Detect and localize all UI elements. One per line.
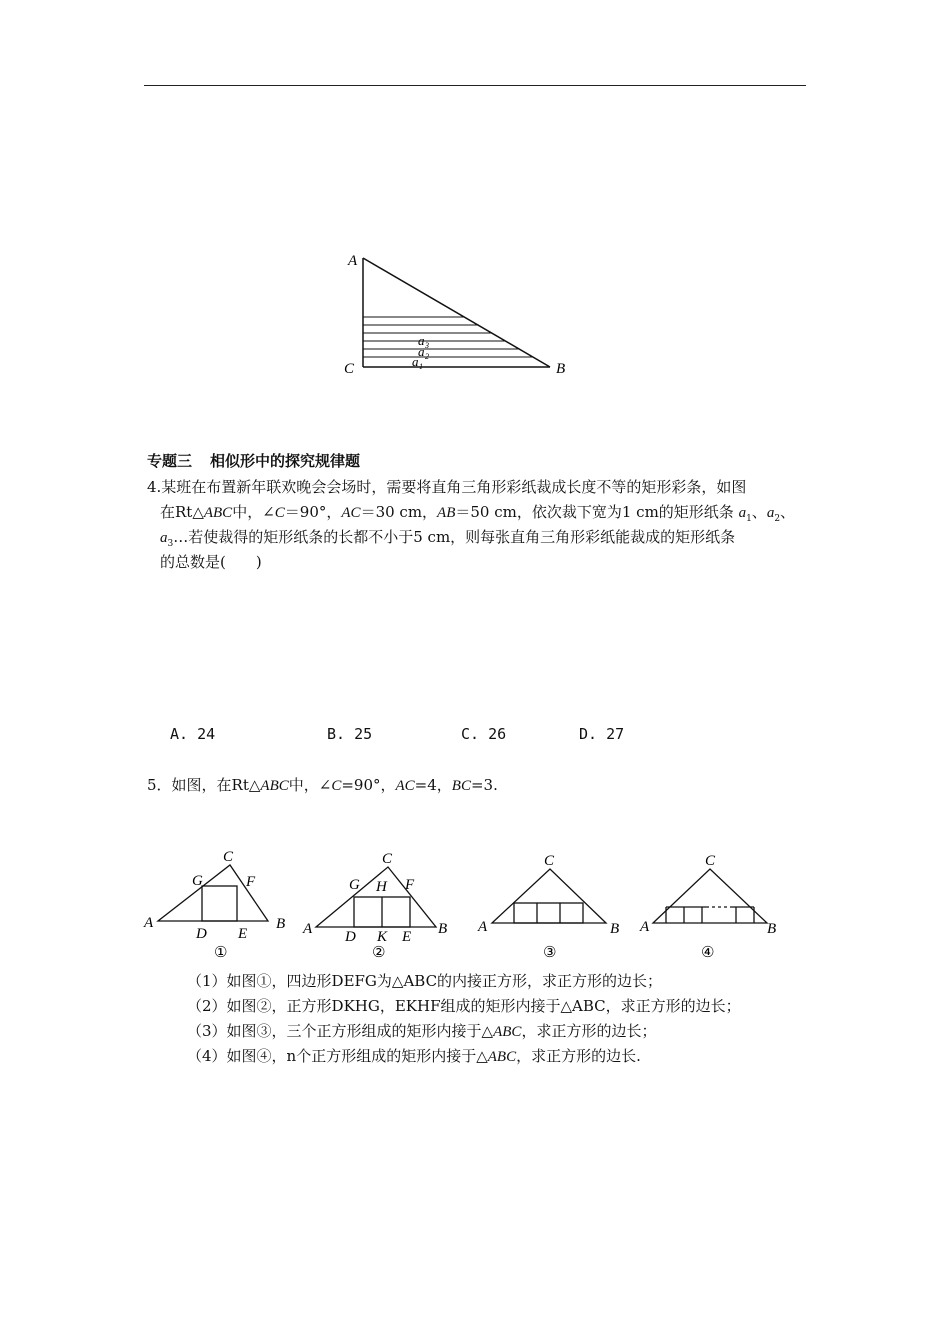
f4-A: A [640,919,650,935]
label-a1: a [412,354,419,369]
q4-line-2 [147,500,827,525]
sub-question-3 [187,1020,656,1041]
q5-text: =4， [414,776,452,794]
q5-text: 中，∠ [288,776,332,794]
f3-A: A [478,919,488,935]
f3-C: C [544,853,555,869]
q4-text: …若使裁得的矩形纸条的长都不小于5 cm，则每张直角三角形彩纸能裁成的矩形纸条 [173,528,736,546]
q5-text: 5．如图，在Rt△ [147,776,261,794]
f2-H: H [376,879,387,895]
option-b[interactable]: B. 25 [327,725,373,743]
q4-var: ABC [203,505,233,521]
f2-A: A [303,921,313,937]
f1-D: D [196,926,207,942]
q4-var: a [738,505,747,521]
sub-question-2: （2）如图②，正方形DKHG，EKHF组成的矩形内接于△ABC，求正方形的边长； [187,997,741,1015]
f1-number: ① [214,943,228,961]
q5-var: BC [451,778,471,794]
option-a[interactable]: A. 24 [170,725,216,743]
label-a3: a [418,333,425,348]
f4-B: B [767,921,777,937]
label-C: C [344,361,355,377]
q5-var: ABC [260,778,289,794]
sub4-var: ABC [487,1049,517,1065]
q4-text: 在Rt△ [160,503,204,521]
q4-sub: 3 [167,539,174,549]
q5-var: AC [395,778,415,794]
sub4-text: ，求正方形的边长. [516,1047,641,1065]
header-rule [144,85,806,86]
f2-F: F [405,877,415,893]
f2-B: B [438,921,448,937]
sub-question-4 [187,1045,641,1066]
label-a3-sub: 3 [425,341,429,350]
label-a2: a [418,344,425,359]
q4-line-1: 4.某班在布置新年联欢晚会会场时，需要将直角三角形彩纸裁成长度不等的矩形彩条，如图 [147,478,747,496]
q5-var: C [331,778,342,794]
question-5 [147,774,498,795]
sub3-var: ABC [493,1024,522,1040]
label-A: A [348,253,358,269]
figure-strips-triangle [330,245,590,385]
option-d[interactable]: D. 27 [579,725,625,743]
q5-text: =3. [470,776,498,794]
sub-question-1: （1）如图①，四边形DEFG为△ABC的内接正方形，求正方形的边长； [187,972,663,990]
q4-text: ＝90°， [284,503,342,521]
option-c[interactable]: C. 26 [461,725,507,743]
f2-D: D [345,929,356,945]
f2-K: K [377,929,388,945]
figure-1 [143,849,285,961]
label-a1-sub: 1 [419,362,423,371]
section-label: 专题三 [147,452,193,470]
f1-E: E [238,926,248,942]
f3-B: B [610,921,620,937]
q4-var: a [766,505,775,521]
q4-line-4: 的总数是( ) [160,553,262,571]
q4-text: 中，∠ [232,503,275,521]
q4-text: ＝30 cm， [360,503,438,521]
q4-text: 、 [751,503,767,521]
q4-text: 、 [780,503,796,521]
q4-var: C [274,505,285,521]
f1-B: B [276,916,286,932]
q5-text: =90°， [341,776,396,794]
label-B: B [556,361,566,377]
f2-G: G [349,877,360,893]
sub3-text: （3）如图③，三个正方形组成的矩形内接于△ [187,1022,494,1040]
f2-C: C [382,851,393,867]
section-title: 相似形中的探究规律题 [210,452,361,470]
q4-var: AC [341,505,361,521]
f2-E: E [402,929,412,945]
q4-var: a [160,530,168,546]
q4-line-3 [147,525,827,550]
question-4 [147,475,827,575]
q4-text: ＝50 cm，依次裁下宽为1 cm的矩形纸条 [455,503,739,521]
f1-A: A [144,915,154,931]
f4-C: C [705,853,716,869]
figures-inscribed-squares [140,845,800,965]
sub3-text: ，求正方形的边长； [521,1022,657,1040]
sub4-text: （4）如图④，n个正方形组成的矩形内接于△ [187,1047,488,1065]
q4-sub: 2 [774,514,781,524]
figure-4 [639,853,776,961]
figure-3 [477,853,619,961]
f1-G: G [192,873,203,889]
f1-F: F [246,874,256,890]
q4-sub: 1 [746,514,752,524]
f4-number: ④ [701,943,715,961]
figure-2 [302,851,447,961]
section-heading [147,450,360,471]
f2-number: ② [372,943,386,961]
f1-C: C [223,849,234,865]
q4-var: AB [437,505,456,521]
label-a2-sub: 2 [425,352,429,361]
f3-number: ③ [543,943,557,961]
